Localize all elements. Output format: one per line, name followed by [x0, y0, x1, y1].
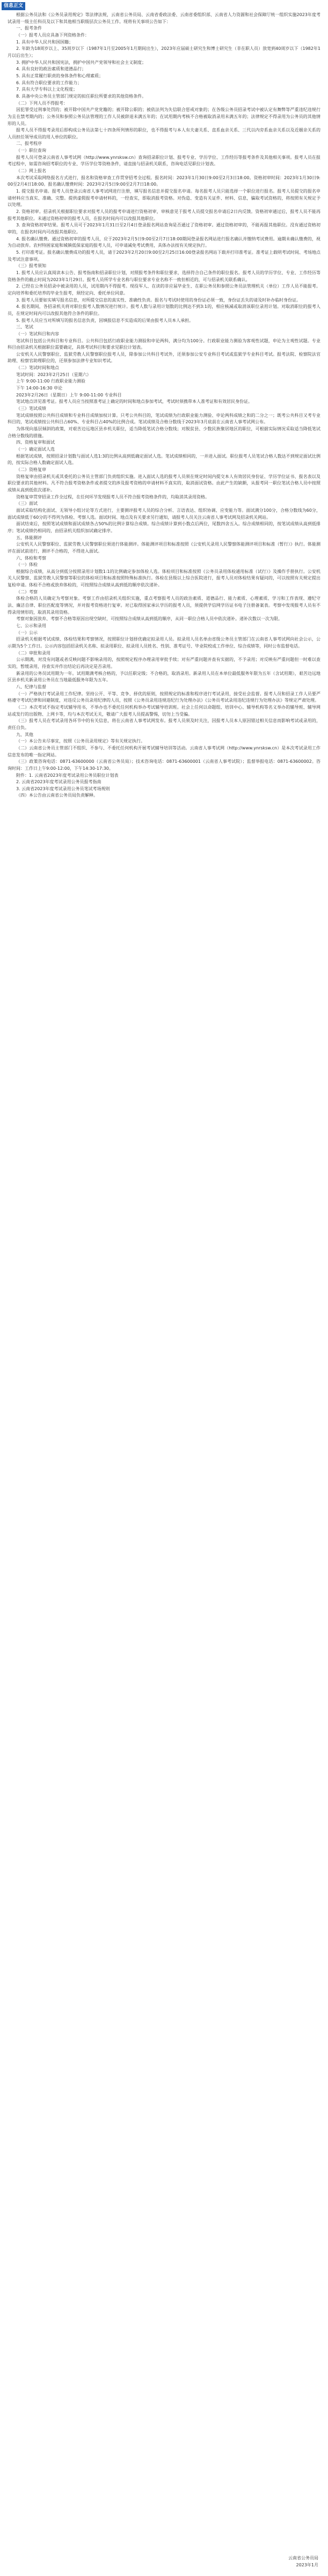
paragraph: （三）报考须知	[16, 263, 46, 269]
paragraph: 3. 查询资格初审结果。报考人员可于2023年1月31日至2月4日登录报名网站查询是否通过了资格初审。通过资格初审的，不能再报其他职位。没有通过资格初审的，在报名时间内可改报其他职位。	[8, 223, 320, 234]
paragraph: 面试结束后，按照笔试成绩和面试成绩各占50%的比例计算综合成绩。综合成绩计算到小数点后两位，尾数四舍五入。综合成绩相同的，按笔试成绩从高到低排序；笔试成绩仍相同的，由招录机关组织加试确定排序。	[8, 521, 320, 533]
info-body-tag: 信息正文	[2, 2, 25, 10]
paragraph: （三）政策咨询电话：0871-63600000（云南省公务员局）；技术咨询电话：0871-63600001（云南省人事考试院）；监督举报电话：0871-63600002。咨询时间：工作日上午9:00-12:00，下午14:30-17:30。	[8, 759, 320, 771]
paragraph: （一）职位查询	[16, 148, 46, 153]
paragraph: 招录机关根据考试成绩、体检结果和考察情况，按照职位计划择优确定拟录用人员。拟录用人员名单由省级公务员主管部门在云南省人事考试网向社会公示，公示期为5个工作日。公示内容包括招录机关名称、拟录用职位、拟录用人员姓名、性别、准考证号、毕业院校或工作单位、综合成绩等，同时公布监督电话。	[8, 637, 320, 649]
paragraph: （三）面试	[16, 501, 38, 506]
signature-date: 2023年1月	[296, 2563, 318, 2567]
paragraph: 因犯罪受过刑事处罚的；被开除中国共产党党籍的；被开除公职的；被依法列为失信联合惩戒对象的；在各级公务员招录考试中被认定有舞弊等严重违纪违规行为且在禁考期内的；公务员和参照公务员法管理的工作人员被辞退未满五年的；在试用期内考核不合格被取消录用未满五年的；法律规定不得录用为公务员的其他情形的人员。	[8, 107, 320, 126]
paragraph: 资格复审由招录机关或其委托的公务员主管部门负责组织实施。进入面试人选的报考人员须在规定时间内提交本人有效居民身份证、学历学位证书、报名表以及职位要求的其他材料。凡不符合报考资格条件或者提交的涉及报考资格的申请材料不真实的，取消面试资格。由此产生的缺额，从报考同一职位笔试合格人员中按照成绩从高到低依次递补。	[8, 474, 320, 492]
paragraph: 笔试成绩按照公共科目成绩和专业科目成绩加权计算。只考公共科目的，笔试成绩为行政职业能力测验、申论两科成绩之和的二分之一；既考公共科目又考专业科目的，笔试成绩按公共科目占60%、专业科目占40%的比例合成。笔试成绩及合格分数线于2023年3月底前在云南省人事考试网公布。	[8, 413, 320, 425]
paragraph: 3. 云南省2023年度考试录用公务员笔试考场规则	[16, 786, 110, 791]
paragraph: 根据综合成绩，从高分到低分按照录用计划数1:1的比例确定参加体检人选。体检项目和标准按照《公务员录用体检通用标准（试行）》及操作手册执行。公安机关人民警察、监狱劳教人民警察等职位的体检项目和标准按照特殊标准执行。体检在县级以上综合医院进行，报考人员对体检结果有疑问的，可以按照有关规定提出复检申请。体检不合格或放弃体检的，可按照综合成绩从高到低的顺序依次递补。	[8, 569, 320, 588]
paragraph: 五、体能测评	[16, 535, 42, 540]
paragraph: （二）笔试时间和地点	[16, 365, 59, 371]
paragraph: 公安机关人民警察职位、监狱劳教人民警察职位须进行体能测评。体能测评项目和标准按照《公安机关录用人民警察体能测评项目和标准（暂行）》执行。体能测评在面试前进行，测评不合格的，不得进入面试。	[8, 542, 320, 554]
paragraph: （二）审批和录用	[16, 650, 50, 656]
paragraph: 5. 打印准考证。报名确认缴费成功的报考人员，请于2023年2月20日9:00至2月25日16:00登录报名网站下载并打印准考证。准考证上载明考试时间、考场地点及考试注意事项。	[8, 249, 320, 262]
paragraph: 4. 报名期间，各招录机关将对职位报考人数情况进行统计。报考人数与录用计划数的比例达不到3:1的，相应核减或取消该职位录用计划。对取消职位的报考人员，在规定时间内可以改报其他符合条件的职位。	[8, 304, 320, 316]
paragraph: 本次考试采取网络报名方式进行，报名和资格审查工作贯穿招考全过程。报名时间：2023年1月30日9:00至2月3日18:00。资格初审时间：2023年1月30日9:00至2月4日18:00。报名确认缴费时间：2023年2月5日9:00至2月7日18:00。	[8, 175, 320, 187]
paragraph: 1. 具有中华人民共和国国籍；	[16, 39, 74, 45]
paragraph: （一）确定面试人选	[16, 447, 55, 452]
paragraph: （一）体检	[16, 562, 38, 568]
paragraph: 面试采取结构化面试、无领导小组讨论等方式进行，主要测评报考人员的综合分析、言语表达、组织协调、应变能力等。面试满分100分，合格分数线为60分，面试成绩低于60分的不得列为体检、考察人选。面试时间、地点及有关要求另行通知，请报考人员关注云南省人事考试网及招录机关网站。	[8, 507, 320, 520]
article-body	[8, 12, 320, 799]
paragraph: 下午 14:00-16:30 申论	[16, 386, 63, 391]
paragraph: 资格复审贯穿招录工作全过程，在任何环节发现报考人员不符合报考资格条件的，均取消其录用资格。	[16, 494, 209, 499]
paragraph: 二、报考程序	[16, 141, 42, 146]
paragraph: 报考人员不得报考录用后即构成公务员法第七十四条所列情形的职位，也不得报考与本人有夫妻关系、直系血亲关系、三代以内旁系血亲关系以及近姻亲关系的人员担任领导成员的用人单位的职位。	[8, 128, 320, 139]
paragraph: 为体现向基层倾斜的政策，对艰苦边远地区县乡机关职位，适当降低笔试合格分数线；对脱贫县、少数民族聚居地区的职位，可根据实际情况采取适当降低笔试合格分数线的措施。	[8, 426, 320, 438]
paragraph: 3. 拥护中华人民共和国宪法，拥护中国共产党领导和社会主义制度；	[16, 60, 147, 65]
paragraph: （三）笔试成绩	[16, 406, 46, 411]
signature-org: 云南省公务员局	[288, 2556, 318, 2560]
paragraph: （二）资格复审	[16, 467, 46, 472]
paragraph: 九、其他	[16, 732, 33, 737]
paragraph: 上午 9:00-11:00 行政职业能力测验	[16, 379, 85, 384]
paragraph: 1. 报考人员应认真阅读本公告、报考指南和招录职位计划，对照报考条件和职位要求，选择符合自己条件的职位报名。报考人员的学历学位、专业、工作经历等资格条件的截止时间为2023年1月29日。报考人员所学专业名称与职位要求专业名称不一致但相近的，可与招录机关联系确认。	[8, 270, 320, 282]
paragraph: 报考人员可登录云南省人事考试网（http://www.ynrsksw.cn）查询招录职位计划、报考专业、学历学位、工作经历等报考条件及其他相关事项。报考人员在报考过程中，如需咨询招考职位的专业、学历学位等资格条件，请直接与招录机关联系，咨询电话见职位计划表。	[8, 154, 320, 167]
paragraph: 2. 已经在公务员招录中被录用的人员，试用期内不得报考。现役军人、在读的非应届毕业生、在职公务员和参照公务员法管理机关（单位）工作人员不能报考。定向培养和委托培养的毕业生报考，须经定向、委托单位同意。	[8, 284, 320, 296]
paragraph: 八、纪律与监督	[16, 684, 46, 689]
paragraph: 附件：1. 云南省2023年度考试录用公务员职位计划表	[16, 772, 119, 778]
paragraph: 2. 年龄为18周岁以上、35周岁以下（1987年1月至2005年1月期间出生），2023年应届硕士研究生和博士研究生（非在职人员）放宽到40周岁以下（1982年1月以后出生）；	[8, 46, 320, 58]
paragraph: 笔试时间：2023年2月25日（星期六）	[16, 372, 91, 377]
paragraph: 4. 具有良好的政治素质和道德品行；	[16, 67, 86, 72]
paragraph: 六、体检和考察	[16, 555, 46, 561]
paragraph: （二）本次考试不指定考试辅导用书，不举办也不委托任何机构举办考试辅导培训班。社会上任何以命题组、培训中心、辅导机构等名义举办的辅导班、辅导网站或发行的出版物、上网卡等，均与本次考试无关，敬请广大报考人员提高警惕，切勿上当受骗。	[8, 704, 320, 717]
paragraph: （三）报考人员在考试录用各环节中的有关信息，将在云南省人事考试网发布。报考人员须及时关注，因报考人员本人原因错过相关信息而影响考试或录用的，责任自负。	[8, 718, 320, 730]
paragraph: 7. 具有大学专科以上文化程度；	[16, 87, 78, 92]
paragraph: 公安机关人民警察职位、监狱劳教人民警察职位报考人员，除参加公共科目考试外，还须参加公安专业科目考试或监狱学专业科目考试。报考法院、检察院法官助理、检察官助理职位的，还须参加法律专业知识考试。	[8, 351, 320, 364]
paragraph: 三、笔试	[16, 325, 33, 330]
paragraph: （二）网上报名	[16, 168, 46, 174]
signature-block	[254, 2555, 318, 2568]
paragraph: 4. 报名确认缴费。通过资格初审的报考人员，应于2023年2月5日9:00至2月7日18:00期间登录报名网站进行报名确认并缴纳考试费用。逾期未确认缴费的，视为自动放弃。农村特困家庭和城镇低保家庭的报考人员，可申请减免考试费用，具体办法按有关规定执行。	[8, 236, 320, 248]
paragraph: 一、报考条件	[16, 26, 42, 31]
paragraph: （一）笔试科目和内容	[16, 331, 59, 336]
paragraph: 笔试科目包括公共科目和专业科目。公共科目包括行政职业能力测验和申论两科，满分均为100分。行政职业能力测验为客观性试题，申论为主观性试题。专业科目由招录机关根据职位需要确定，具体考试科目和要求见职位计划表。	[8, 338, 320, 350]
paragraph: 2. 资格初审。招录机关根据职位要求对报考人员的报考申请进行资格初审，审核意见于报考人员提交报名申请后2日内反馈。资格初审通过后，报考人员不能再报考其他职位。未通过资格初审的报考人员，在报名时间内可以改报其他职位。	[8, 209, 320, 221]
paragraph: （二）下列人员不得报考：	[16, 100, 68, 106]
paragraph: （一）严格执行考试录用工作纪律。坚持公开、平等、竞争、择优的原则，按照规定的标准和程序进行考试录用，接受社会监督。报考人员和招录工作人员要严格遵守考试纪律和回避制度，对违反公务员录用纪律的人员，按照《公务员录用违规违纪行为处理办法》《公务员考试录用违纪违规行为处理办法》等规定严肃处理。	[8, 691, 320, 703]
paragraph: 1. 提交报名申请。报考人员登录云南省人事考试网进行注册，填写报名信息并提交报名申请。每名报考人员只能选择一个职位进行报名。报考人员提交的报名申请材料应当真实、准确、完整。提供虚假报考申请材料的，一经查实，即取消报考资格。对伪造、变造有关证件、材料、信息，骗取考试资格的，将按照有关规定予以处理。	[8, 189, 320, 208]
paragraph: 2023年2月26日（星期日）上午 9:00-11:00 专业科目	[16, 392, 122, 398]
paragraph: 根据公务员法和《公务员录用规定》等法律法规，云南省公务员局、云南省委政法委、云南省委组织部、云南省人力资源和社会保障厅统一组织实施2023年度考试录用一级主任科员及以下和其他相当职级层次公务员工作。现将有关事项公告如下：	[8, 12, 320, 24]
paragraph: 公示期满，对没有问题或者反映问题不影响录用的，按照规定程序办理录用审批手续；对有严重问题并查有实据的，不予录用；对反映有严重问题但一时难以查实的，暂缓录用，待查实并作出结论后再决定是否录用。	[8, 657, 320, 669]
paragraph: （一）报考人员应具备下列资格条件：	[16, 32, 89, 38]
paragraph: （一）公示	[16, 630, 38, 635]
paragraph: 考察对象因放弃、考察不合格等原因出现空缺时，可按照综合成绩从高到低的顺序，从同一职位合格人员中依次递补。递补次数以一次为限。	[16, 616, 282, 622]
paragraph: 2. 云南省2023年度考试录用公务员报考指南	[16, 779, 101, 785]
paragraph: 5. 报考人员应当对所填写的报名信息负责，因填报信息不实造成的后果由报考人员本人承担。	[16, 318, 194, 323]
paragraph: （二）云南省公务员主管部门不组织、不参与、不委托任何机构开展考试辅导培训等活动。云南省人事考试网（http://www.ynrsksw.cn）是本次考试录用工作信息发布的唯一指定网站。	[8, 745, 320, 757]
paragraph: 5. 具有正常履行职责的身体条件和心理素质；	[16, 73, 104, 78]
paragraph: （一）本公告未尽事宜，按照《公务员录用规定》等有关规定执行。	[16, 739, 145, 744]
paragraph: 七、公示和录用	[16, 623, 46, 629]
paragraph: （四）本公告由云南省公务员局负责解释。	[16, 793, 98, 798]
paragraph: 新录用的公务员试用期为一年。试用期满考核合格的，予以任职定级；不合格的，取消录用。新录用人员在本单位最低服务年限为五年（含试用期），艰苦边远地区县乡机关新录用公务员在当地最低服务年限为五年。	[8, 671, 320, 683]
paragraph: 6. 具有符合职位要求的工作能力；	[16, 80, 82, 85]
paragraph: （二）考察	[16, 589, 38, 594]
paragraph: 8. 具备中央公务员主管部门规定的拟任职位所要求的其他资格条件。	[16, 93, 147, 99]
paragraph: 体检合格的人员确定为考察对象。考察工作由招录机关组织实施，重点考察报考人员的政治素质、道德品行、能力素质、心理素质、学习和工作表现、遵纪守法、廉洁自律、职位匹配度等情况，并对报考资格进行复审。对已取得国家承认学历的报考人员，须提供学信网学历证书电子注册备案表。考察中发现报考人员有不得录用情形的，取消其录用资格。	[8, 596, 320, 615]
paragraph: 四、资格复审和面试	[16, 440, 55, 445]
paragraph: 笔试地点详见准考证。报考人员应当按照准考证上确定的时间和地点参加考试，考试时须携带本人准考证和有效居民身份证。	[16, 399, 252, 404]
paragraph: 根据笔试成绩，按照招录计划数与面试人选1:3的比例从高到低确定面试人选。笔试成绩相同的，一并进入面试。职位报考人员笔试合格人数达不到规定面试比例的，按实际合格人数确定面试人选。	[8, 453, 320, 466]
paragraph: 3. 报考人员要如实填写报名信息，对所提交信息的真实性、准确性负责。报名与考试时使用的身份证必须一致，身份证丢失的请及时补办临时身份证。	[16, 297, 301, 303]
